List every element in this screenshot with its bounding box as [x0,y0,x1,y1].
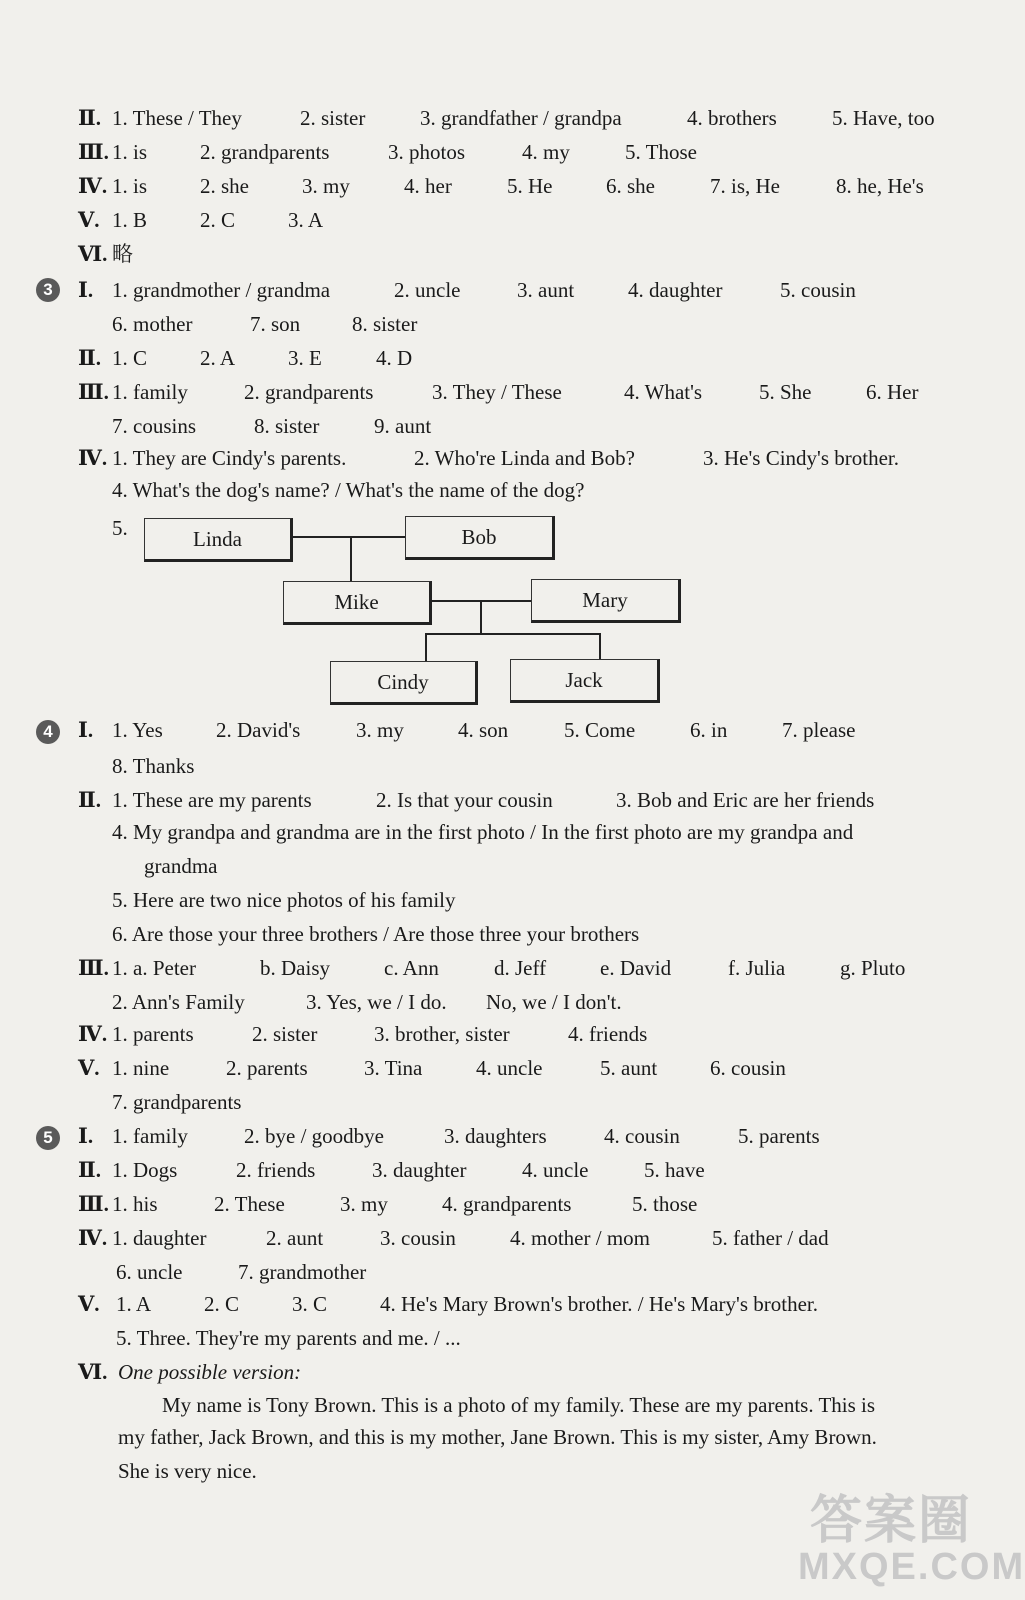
answer-item: 6. Are those your three brothers / Are those three your brothers [112,922,640,946]
answer-item: 5. cousin [780,278,856,302]
answer-item: 7. son [250,312,301,336]
tree-box-mary: Mary [531,579,681,623]
section-number: Ⅴ. [78,208,100,232]
answer-item: 2. parents [226,1056,308,1080]
answer-item: 7. cousins [112,414,196,438]
answer-item: 2. C [204,1292,240,1316]
answer-item: 8. sister [254,414,320,438]
answer-item: 2. C [200,208,236,232]
answer-item: 5. Have, too [832,106,935,130]
tree-connector [350,536,352,581]
answer-item: 2. aunt [266,1226,324,1250]
answer-item: g. Pluto [840,956,906,980]
answer-item: 7. grandmother [238,1260,367,1284]
section-number: Ⅰ. [78,718,94,742]
answer-item: 2. sister [300,106,366,130]
tree-connector [425,633,601,635]
answer-item: 2. sister [252,1022,318,1046]
answer-item: 5. father / dad [712,1226,829,1250]
section-number: Ⅰ. [78,278,94,302]
answer-item: 5. Here are two nice photos of his family [112,888,456,912]
answer-item: 6. Her [866,380,919,404]
answer-item: c. Ann [384,956,439,980]
answer-item: 1. daughter [112,1226,207,1250]
section-number: Ⅱ. [78,1158,101,1182]
answer-item: 4. her [404,174,452,198]
section-number: Ⅲ. [78,380,109,404]
answer-item: 5. parents [738,1124,820,1148]
answer-item: One possible version: [118,1360,302,1384]
answer-item: 3. photos [388,140,466,164]
answer-item: 1. grandmother / grandma [112,278,331,302]
tree-box-linda: Linda [144,518,293,562]
essay-line-1: My name is Tony Brown. This is a photo of my family. These are my parents. This is [162,1393,876,1417]
tree-connector [291,536,405,538]
answer-item: 5. Three. They're my parents and me. / ... [116,1326,461,1350]
tree-connector [599,633,601,659]
section-number: Ⅵ. [78,1360,108,1384]
answer-item: 1. They are Cindy's parents. [112,446,347,470]
answer-item: 7. please [782,718,856,742]
answer-item: 4. mother / mom [510,1226,650,1250]
answer-item: 3. grandfather / grandpa [420,106,622,130]
answer-item: 1. These / They [112,106,242,130]
answer-item: 4. daughter [628,278,723,302]
answer-item: 9. aunt [374,414,432,438]
answer-item: No, we / I don't. [486,990,622,1014]
tree-box-jack: Jack [510,659,660,703]
answer-item: 6. in [690,718,728,742]
answer-item: 4. cousin [604,1124,680,1148]
answer-item: 4. What's [624,380,703,404]
answer-item: 3. He's Cindy's brother. [703,446,899,470]
answer-item: 6. mother [112,312,193,336]
answer-item: 3. cousin [380,1226,456,1250]
tree-connector [480,600,482,633]
answer-item: 4. D [376,346,413,370]
answer-item: 3. daughter [372,1158,467,1182]
answer-item: 2. grandparents [244,380,374,404]
answer-item: 1. family [112,380,188,404]
answer-item: 7. grandparents [112,1090,242,1114]
answer-item: 1. a. Peter [112,956,196,980]
tree-box-cindy: Cindy [330,661,478,705]
unit-badge-4: 4 [36,720,60,744]
tree-box-bob: Bob [405,516,555,560]
answer-item: 1. B [112,208,148,232]
section-number: Ⅳ. [78,174,108,198]
answer-item: 3. A [288,208,324,232]
answer-item: 2. Is that your cousin [376,788,553,812]
answer-item: d. Jeff [494,956,547,980]
answer-item: 3. my [302,174,350,198]
tree-connector [425,633,427,661]
answer-item: 3. Bob and Eric are her friends [616,788,875,812]
answer-item: 1. is [112,174,148,198]
essay-line-2: my father, Jack Brown, and this is my mother, Jane Brown. This is my sister, Amy Brown. [118,1425,877,1449]
answer-item: 略 [112,242,133,266]
tree-box-mike: Mike [283,581,432,625]
answer-item: 5. have [644,1158,705,1182]
answer-item: 1. C [112,346,148,370]
answer-item: 1. his [112,1192,158,1216]
answer-item: 4. uncle [476,1056,543,1080]
answer-item: 1. Yes [112,718,163,742]
answer-item: e. David [600,956,672,980]
answer-item: 2. grandparents [200,140,330,164]
answer-item: 3. aunt [517,278,575,302]
answer-item: 5. [112,516,128,540]
answer-item: 4. brothers [687,106,777,130]
answer-item: 2. These [214,1192,285,1216]
answer-item: 2. bye / goodbye [244,1124,384,1148]
answer-item: 3. Tina [364,1056,423,1080]
answer-item: 3. brother, sister [374,1022,510,1046]
answer-item: 6. she [606,174,655,198]
answer-item: 3. Yes, we / I do. [306,990,447,1014]
answer-item: 5. those [632,1192,698,1216]
answer-item: 3. my [356,718,404,742]
answer-item: 3. my [340,1192,388,1216]
answer-item: 8. Thanks [112,754,195,778]
answer-item: 6. cousin [710,1056,786,1080]
answer-item: 4. son [458,718,509,742]
answer-item: 4. My grandpa and grandma are in the first photo / In the first photo are my grandpa and [112,820,854,844]
section-number: Ⅵ. [78,242,108,266]
answer-item: 2. she [200,174,249,198]
answer-item: 1. A [116,1292,152,1316]
answer-item: 2. Ann's Family [112,990,245,1014]
answer-item: 2. David's [216,718,301,742]
answer-item: 4. my [522,140,570,164]
section-number: Ⅱ. [78,788,101,812]
answer-item: 4. What's the dog's name? / What's the name of the dog? [112,478,585,502]
section-number: Ⅲ. [78,956,109,980]
answer-item: 5. aunt [600,1056,658,1080]
answer-item: 1. Dogs [112,1158,178,1182]
section-number: Ⅲ. [78,140,109,164]
answer-item: 8. sister [352,312,418,336]
section-number: Ⅱ. [78,106,101,130]
answer-item: 1. nine [112,1056,170,1080]
answer-item: 1. family [112,1124,188,1148]
section-number: Ⅲ. [78,1192,109,1216]
answer-item: 1. parents [112,1022,194,1046]
answer-item: 8. he, He's [836,174,924,198]
answer-item: 2. uncle [394,278,461,302]
watermark-url: MXQE.COM [798,1546,1025,1588]
section-number: Ⅳ. [78,446,108,470]
answer-item: 4. uncle [522,1158,589,1182]
answer-item: 5. He [507,174,553,198]
answer-item: 5. Those [625,140,697,164]
answer-item: b. Daisy [260,956,330,980]
answer-item: 5. Come [564,718,636,742]
watermark-logo: 答案圈 [810,1491,973,1551]
answer-item: 3. They / These [432,380,562,404]
unit-badge-3: 3 [36,278,60,302]
answer-item: 6. uncle [116,1260,183,1284]
answer-item: 3. daughters [444,1124,547,1148]
unit-badge-5: 5 [36,1126,60,1150]
answer-item: 5. She [759,380,812,404]
section-number: Ⅰ. [78,1124,94,1148]
answer-item: f. Julia [728,956,786,980]
answer-item: 7. is, He [710,174,780,198]
section-number: Ⅴ. [78,1056,100,1080]
section-number: Ⅳ. [78,1226,108,1250]
section-number: Ⅱ. [78,346,101,370]
answer-item: 4. He's Mary Brown's brother. / He's Mary's brother. [380,1292,818,1316]
answer-item: 1. These are my parents [112,788,312,812]
answer-item: 3. E [288,346,322,370]
answer-item: 1. is [112,140,148,164]
answer-item: 2. A [200,346,236,370]
answer-item: 3. C [292,1292,328,1316]
answer-item: 2. friends [236,1158,316,1182]
answer-item: 4. grandparents [442,1192,572,1216]
section-number: Ⅳ. [78,1022,108,1046]
answer-item: 2. Who're Linda and Bob? [414,446,635,470]
section-number: Ⅴ. [78,1292,100,1316]
answer-item: grandma [144,854,218,878]
answer-item: 4. friends [568,1022,648,1046]
essay-line-3: She is very nice. [118,1459,257,1483]
